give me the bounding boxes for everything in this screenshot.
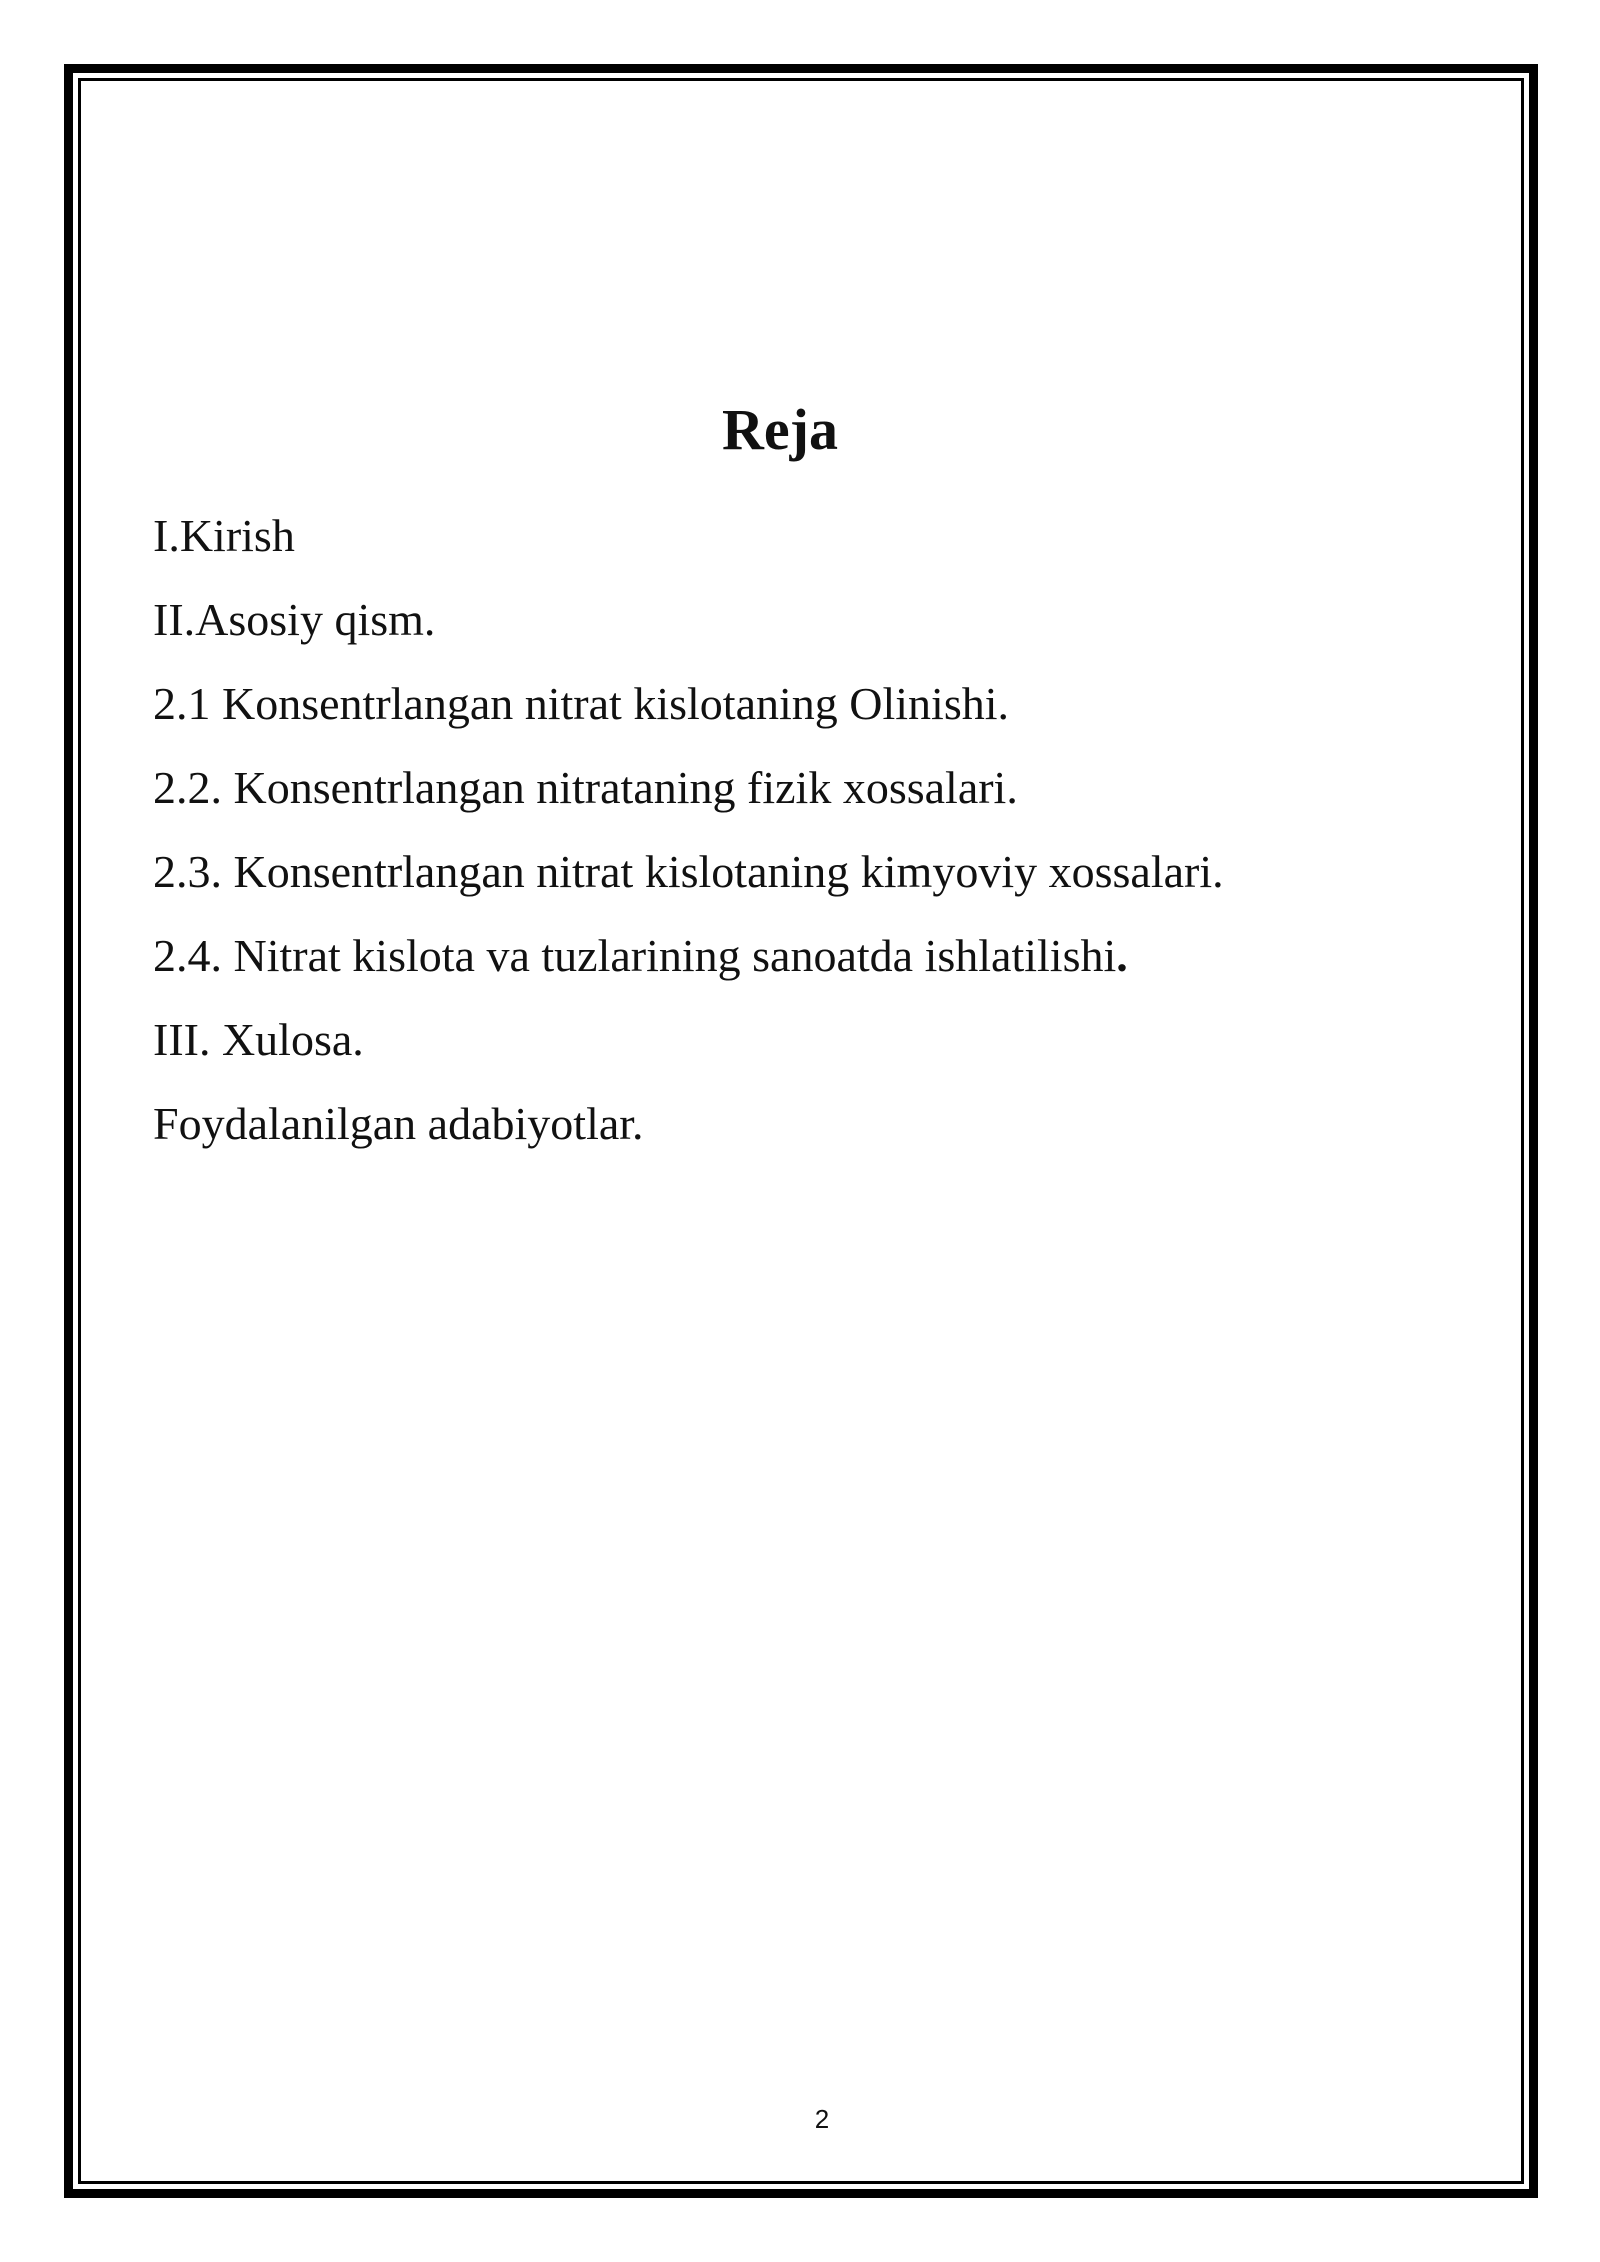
plan-item-2-3: 2.3. Konsentrlangan nitrat kislotaning kimyoviy xossalari. [153, 846, 1224, 897]
plan-item-2-1: 2.1 Konsentrlangan nitrat kislotaning Olinishi. [153, 678, 1010, 729]
plan-item-conclusion: III. Xulosa. [153, 1014, 364, 1065]
plan-item-2-4-period: . [1116, 930, 1128, 981]
plan-item-2-4 [153, 914, 1224, 998]
page-title: Reja [722, 397, 838, 462]
plan-item-references: Foydalanilgan adabiyotlar. [153, 1098, 644, 1149]
plan-item-2-2: 2.2. Konsentrlangan nitrataning fizik xossalari. [153, 762, 1018, 813]
plan-list [153, 494, 1224, 1166]
page-number: 2 [814, 2104, 830, 2134]
plan-item-2-4-text: 2.4. Nitrat kislota va tuzlarining sanoatda ishlatilishi [153, 930, 1117, 981]
plan-item-introduction: I.Kirish [153, 510, 295, 561]
plan-item-main-part: II.Asosiy qism. [153, 594, 436, 645]
